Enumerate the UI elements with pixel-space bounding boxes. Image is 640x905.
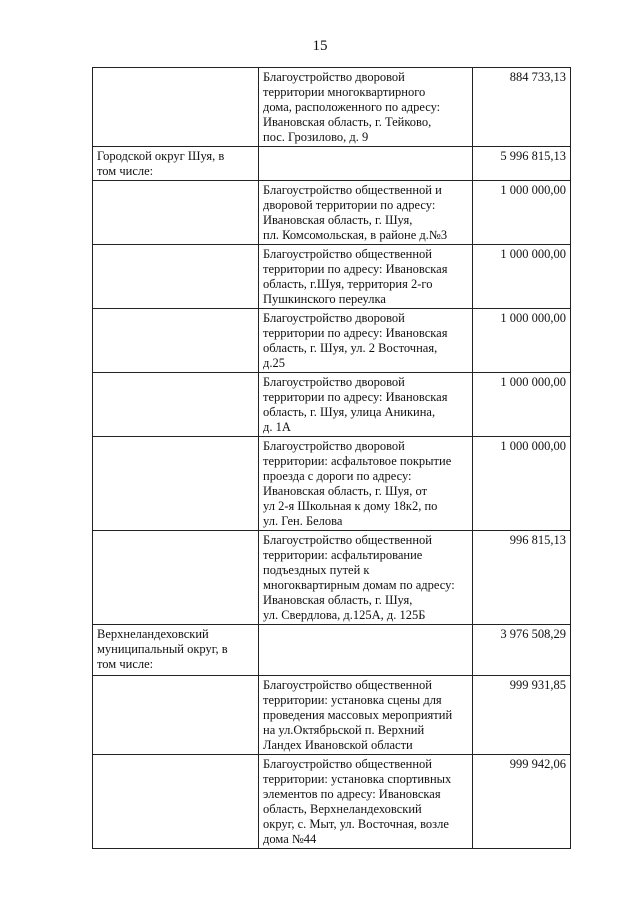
- amount-cell: 1 000 000,00: [473, 373, 571, 437]
- table-row: [93, 625, 571, 676]
- description-cell: [259, 676, 473, 755]
- description-cell: [259, 181, 473, 245]
- description-line: территории по адресу: Ивановская: [263, 262, 448, 276]
- description-line: на ул.Октябрьской п. Верхний: [263, 723, 425, 737]
- amount-cell: 3 976 508,29: [473, 625, 571, 676]
- description-cell: [259, 373, 473, 437]
- description-cell: [259, 437, 473, 531]
- table-row: [93, 531, 571, 625]
- amount-cell: 1 000 000,00: [473, 245, 571, 309]
- description-line: проезда с дороги по адресу:: [263, 469, 412, 483]
- table-row: [93, 309, 571, 373]
- description-line: область, г.Шуя, территория 2-го: [263, 277, 433, 291]
- description-line: территории по адресу: Ивановская: [263, 390, 448, 404]
- municipality-cell: [93, 373, 259, 437]
- description-line: д. 1А: [263, 420, 291, 434]
- municipality-cell: [93, 181, 259, 245]
- municipality-cell: [93, 245, 259, 309]
- description-cell: [259, 245, 473, 309]
- description-line: территории: установка спортивных: [263, 772, 452, 786]
- amount-cell: 999 942,06: [473, 755, 571, 849]
- table-row: [93, 676, 571, 755]
- description-line: Благоустройство дворовой: [263, 375, 405, 389]
- description-cell: [259, 147, 473, 181]
- description-line: Благоустройство дворовой: [263, 70, 405, 84]
- description-line: подъездных путей к: [263, 563, 370, 577]
- description-cell: [259, 625, 473, 676]
- municipality-line: том числе:: [97, 657, 154, 671]
- description-line: территории: установка сцены для: [263, 693, 442, 707]
- description-line: дома №44: [263, 832, 317, 846]
- municipality-cell: [93, 676, 259, 755]
- description-line: Ивановская область, г. Тейково,: [263, 115, 432, 129]
- description-line: Ивановская область, г. Шуя,: [263, 213, 413, 227]
- municipality-line: муниципальный округ, в: [97, 642, 228, 656]
- page-number: 15: [312, 38, 328, 54]
- amount-cell: 996 815,13: [473, 531, 571, 625]
- description-line: Благоустройство дворовой: [263, 311, 405, 325]
- amount-cell: 5 996 815,13: [473, 147, 571, 181]
- description-line: элементов по адресу: Ивановская: [263, 787, 441, 801]
- description-line: область, Верхнеландеховский: [263, 802, 422, 816]
- description-line: Ивановская область, г. Шуя, от: [263, 484, 428, 498]
- description-cell: [259, 68, 473, 147]
- description-line: Благоустройство общественной и: [263, 183, 442, 197]
- municipality-line: Городской округ Шуя, в: [97, 149, 225, 163]
- description-line: ул 2-я Школьная к дому 18к2, по: [263, 499, 438, 513]
- description-line: ул. Ген. Белова: [263, 514, 343, 528]
- table-row: [93, 437, 571, 531]
- description-line: территории многоквартирного: [263, 85, 426, 99]
- municipality-cell: [93, 437, 259, 531]
- description-line: дворовой территории по адресу:: [263, 198, 436, 212]
- description-line: территории: асфальтовое покрытие: [263, 454, 452, 468]
- municipality-cell: [93, 309, 259, 373]
- description-line: дома, расположенного по адресу:: [263, 100, 441, 114]
- amount-cell: 999 931,85: [473, 676, 571, 755]
- description-line: Благоустройство дворовой: [263, 439, 405, 453]
- description-line: Благоустройство общественной: [263, 757, 432, 771]
- description-line: Пушкинского переулка: [263, 292, 386, 306]
- municipality-line: Верхнеландеховский: [97, 627, 209, 641]
- table-row: [93, 68, 571, 147]
- amount-cell: 1 000 000,00: [473, 309, 571, 373]
- table-row: [93, 373, 571, 437]
- municipality-cell: [93, 625, 259, 676]
- municipality-cell: [93, 68, 259, 147]
- description-line: многоквартирным домам по адресу:: [263, 578, 455, 592]
- description-line: территории по адресу: Ивановская: [263, 326, 448, 340]
- description-cell: [259, 309, 473, 373]
- budget-allocation-table: [92, 67, 571, 849]
- description-line: территории: асфальтирование: [263, 548, 423, 562]
- table-body: [93, 68, 571, 849]
- table-row: [93, 755, 571, 849]
- description-line: пос. Грозилово, д. 9: [263, 130, 369, 144]
- amount-cell: 1 000 000,00: [473, 437, 571, 531]
- description-cell: [259, 531, 473, 625]
- amount-cell: 1 000 000,00: [473, 181, 571, 245]
- description-line: Благоустройство общественной: [263, 247, 432, 261]
- description-line: Благоустройство общественной: [263, 533, 432, 547]
- municipality-cell: [93, 147, 259, 181]
- description-line: область, г. Шуя, улица Аникина,: [263, 405, 436, 419]
- description-line: Ивановская область, г. Шуя,: [263, 593, 413, 607]
- description-line: Благоустройство общественной: [263, 678, 432, 692]
- description-line: проведения массовых мероприятий: [263, 708, 453, 722]
- table-row: [93, 245, 571, 309]
- description-line: пл. Комсомольская, в районе д.№3: [263, 228, 448, 242]
- description-line: округ, с. Мыт, ул. Восточная, возле: [263, 817, 449, 831]
- municipality-cell: [93, 531, 259, 625]
- description-line: область, г. Шуя, ул. 2 Восточная,: [263, 341, 438, 355]
- amount-cell: 884 733,13: [473, 68, 571, 147]
- description-line: д.25: [263, 356, 285, 370]
- municipality-cell: [93, 755, 259, 849]
- description-line: Ландех Ивановской области: [263, 738, 413, 752]
- table-row: [93, 147, 571, 181]
- description-cell: [259, 755, 473, 849]
- description-line: ул. Свердлова, д.125А, д. 125Б: [263, 608, 426, 622]
- table-row: [93, 181, 571, 245]
- municipality-line: том числе:: [97, 164, 154, 178]
